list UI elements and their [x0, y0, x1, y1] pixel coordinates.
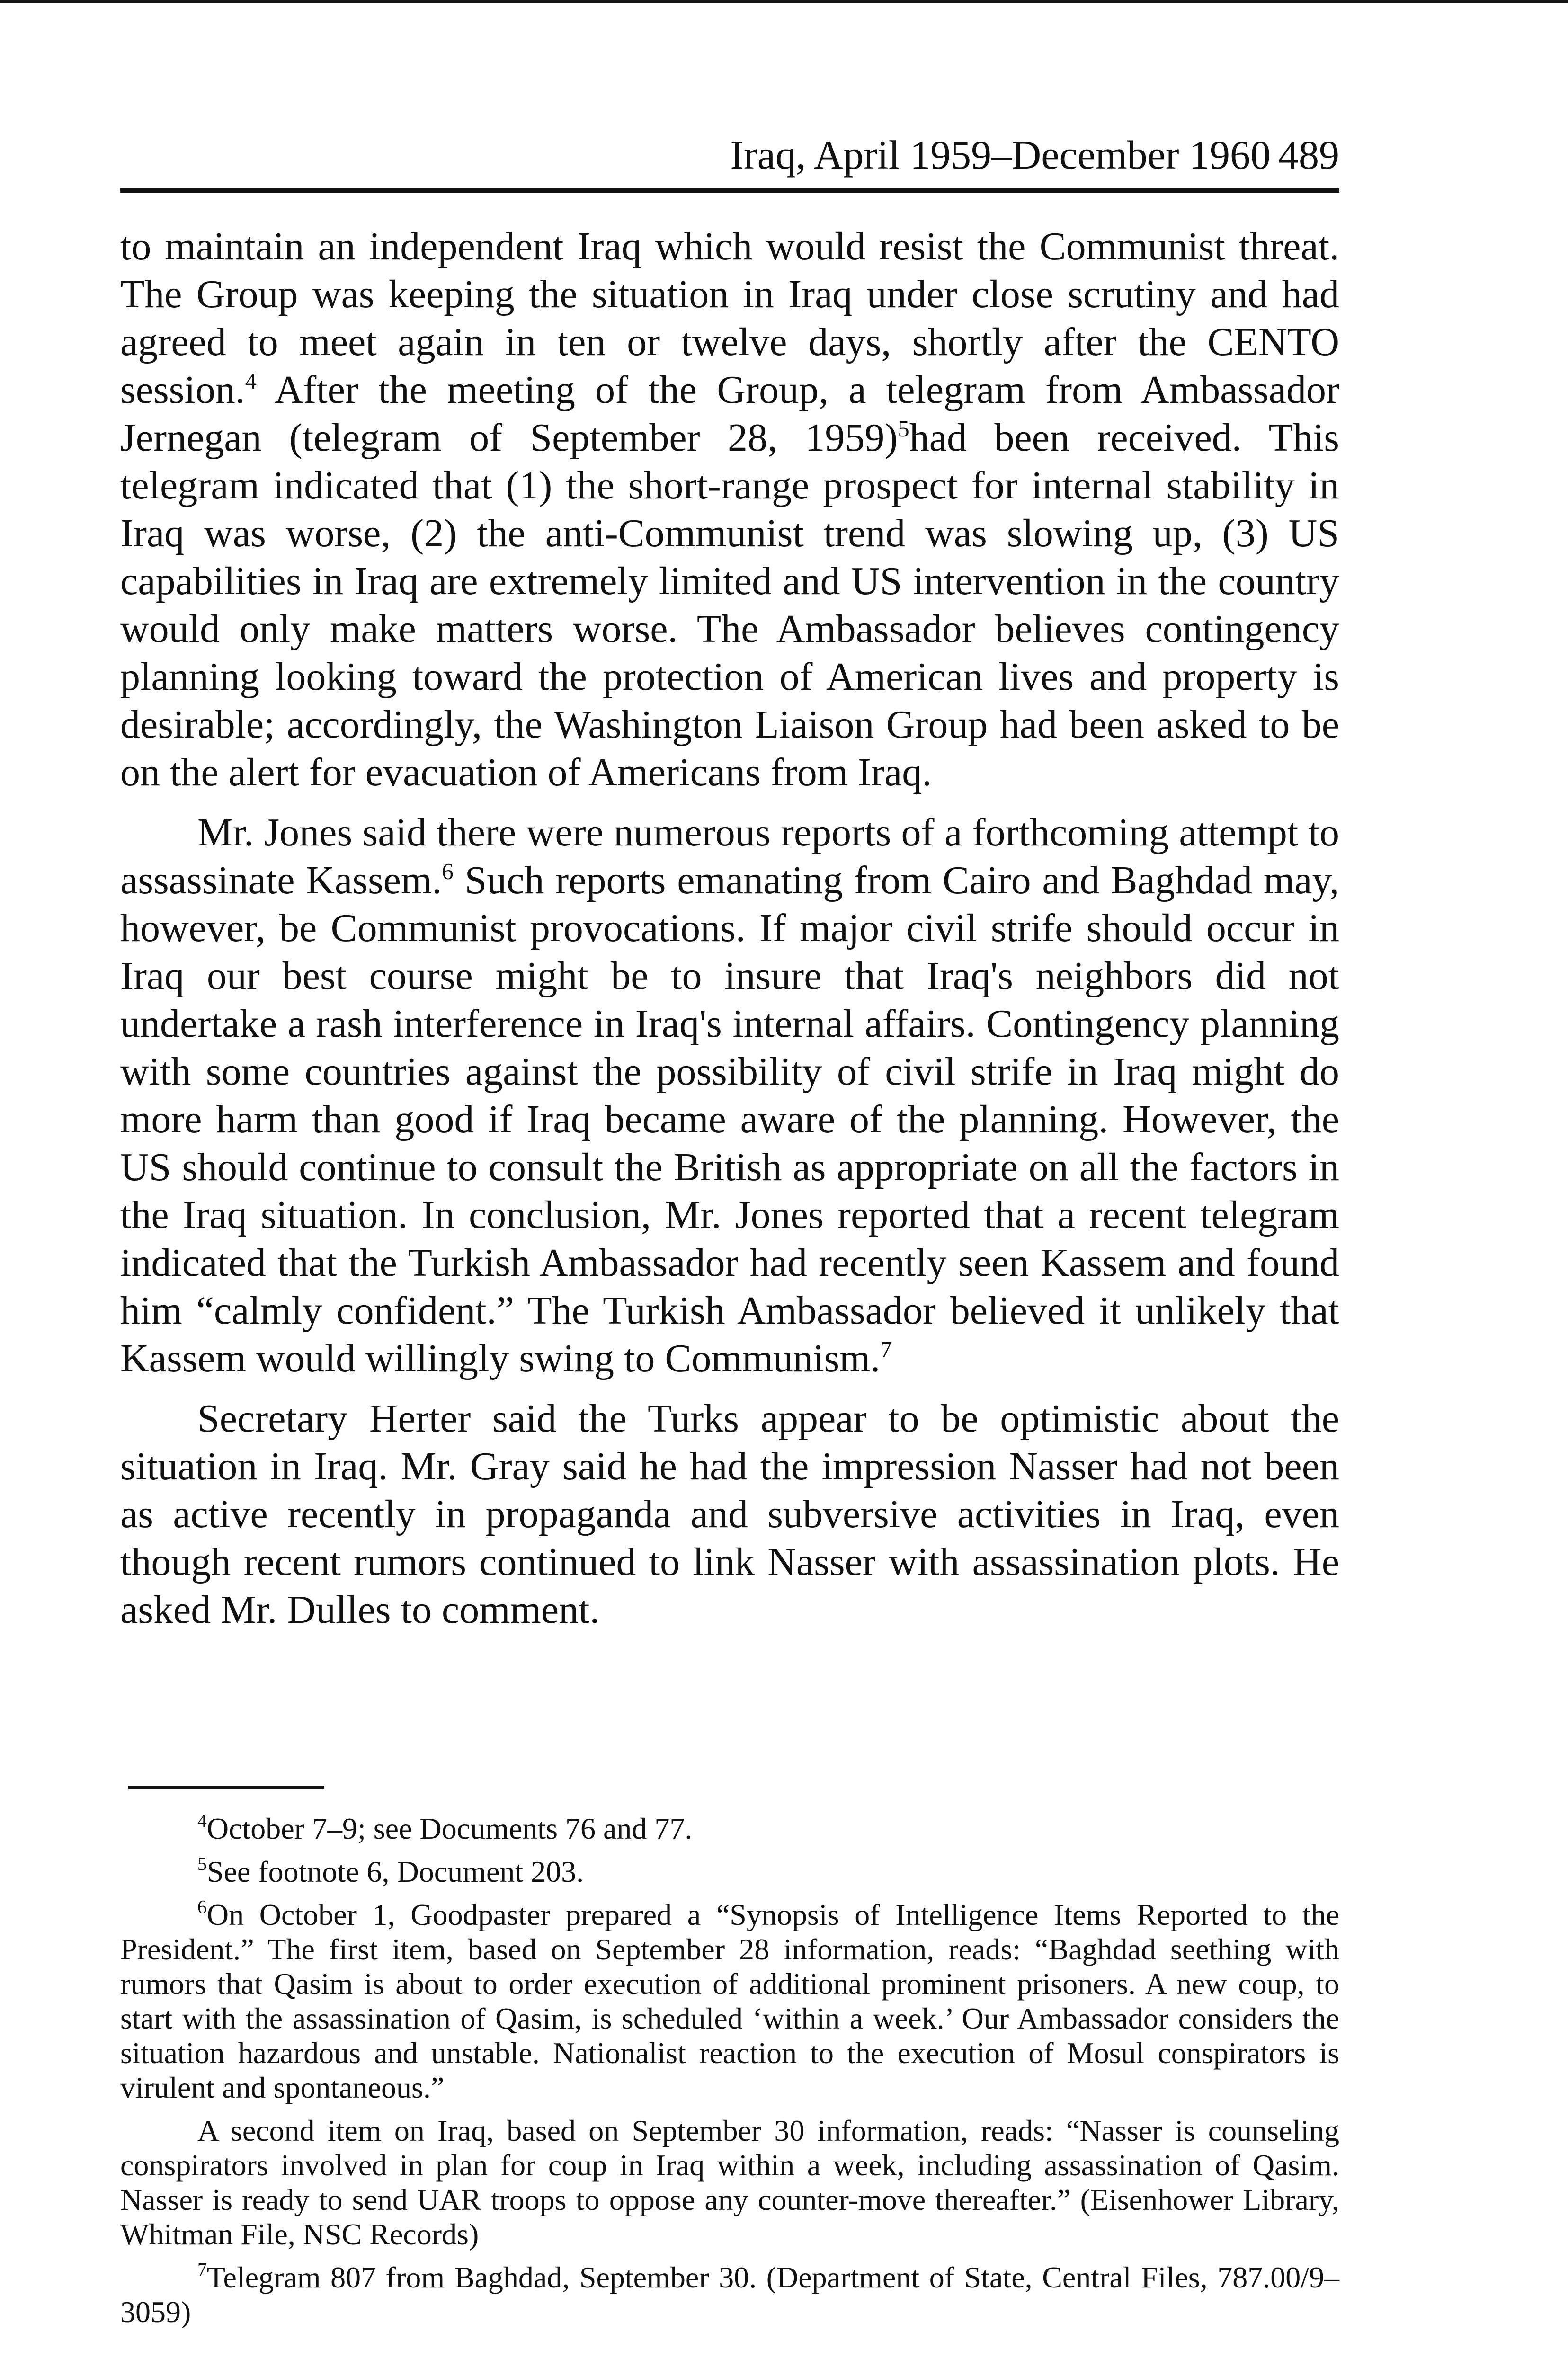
paragraph-2	[120, 809, 1339, 1382]
footnote-6	[120, 1897, 1339, 2105]
footnote-marker: 7	[197, 2259, 207, 2280]
running-head-title: Iraq, April 1959–December 1960	[730, 132, 1271, 178]
header-rule	[120, 188, 1339, 193]
paragraph-2-part-b: Such reports emanating from Cairo and Baghdad may, however, be Communist provocations. If major civil strife should occur in Iraq our best course might be to insure that Iraq's neighbors did not undertake a rash interference in Iraq's internal affairs. Contingency planning with some countries against the possibility of civil strife in Iraq might do more harm than good if Iraq became aware of the planning. However, the US should continue to consult the British as appropriate on all the factors in the Iraq situation. In conclusion, Mr. Jones reported that a recent telegram indicated that the Turkish Ambassador had recently seen Kassem and found him “calmly confident.” The Turkish Ambassador believed it unlikely that Kassem would willingly swing to Communism.	[120, 858, 1339, 1380]
footnote-7	[120, 2260, 1339, 2329]
paragraph-1-part-c: had been received. This telegram indicated that (1) the short-range prospect for internal stability in Iraq was worse, (2) the anti-Communist trend was slowing up, (3) US capabilities in Iraq are extremely limited and US intervention in the country would only make matters worse. The Ambassador believes contingency planning looking toward the protection of American lives and property is desirable; accordingly, the Washington Liaison Group had been asked to be on the alert for evacuation of Americans from Iraq.	[120, 416, 1339, 794]
footnote-6-continued: A second item on Iraq, based on September 30 information, reads: “Nasser is counseling conspirators involved in plan for coup in Iraq within a week, including assassination of Qasim. Nasser is ready to send UAR troops to oppose any counter-move thereafter.” (Eisenhower Library, Whitman File, NSC Records)	[120, 2114, 1339, 2251]
footnote-rule	[128, 1786, 324, 1789]
paragraph-3: Secretary Herter said the Turks appear to be optimistic about the situation in Iraq. Mr. Gray said he had the impression Nasser had not been as active recently in propaganda and subversive activities in Iraq, even though recent rumors continued to link Nasser with assassination plots. He asked Mr. Dulles to comment.	[120, 1397, 1339, 1632]
footnote-marker: 6	[197, 1896, 207, 1918]
footnote-ref-4: 4	[245, 368, 257, 394]
page-top-edge	[0, 0, 1568, 3]
footnote-ref-5: 5	[898, 416, 909, 442]
footnote-text: Telegram 807 from Baghdad, September 30. (Department of State, Central Files, 787.00/9–3059)	[120, 2260, 1339, 2329]
footnote-5	[120, 1854, 1339, 1889]
footnote-ref-6: 6	[442, 858, 454, 884]
footnote-ref-7: 7	[880, 1336, 892, 1362]
paragraph-1-part-b: After the meeting of the Group, a telegram from Ambassador Jernegan (telegram of September 28, 1959)	[120, 368, 1339, 460]
footnote-marker: 5	[197, 1853, 207, 1875]
footnote-marker: 4	[197, 1810, 207, 1832]
footnote-text: October 7–9; see Documents 76 and 77.	[206, 1812, 693, 1845]
paragraph-1-part-a: to maintain an independent Iraq which would resist the Communist threat. The Group was keeping the situation in Iraq under close scrutiny and had agreed to meet again in ten or twelve days, shortly after the CENTO session.	[120, 224, 1339, 412]
footnotes	[120, 1811, 1339, 2338]
paragraph-1	[120, 222, 1339, 796]
body-text	[120, 222, 1339, 1646]
footnote-4	[120, 1811, 1339, 1846]
running-head	[120, 124, 1339, 186]
footnote-text: On October 1, Goodpaster prepared a “Synopsis of Intelligence Items Reported to the President.” The first item, based on September 28 information, reads: “Baghdad seething with rumors that Qasim is about to order execution of additional prominent prisoners. A new coup, to start with the assassination of Qasim, is scheduled ‘within a week.’ Our Ambassador considers the situation hazardous and unstable. Nationalist reaction to the execution of Mosul conspirators is virulent and spontaneous.”	[120, 1898, 1339, 2104]
footnote-text: See footnote 6, Document 203.	[206, 1855, 584, 1888]
paragraph-2-part-a: Mr. Jones said there were numerous reports of a forthcoming attempt to assassinate Kassem.	[120, 810, 1339, 902]
page-number: 489	[1278, 132, 1339, 178]
